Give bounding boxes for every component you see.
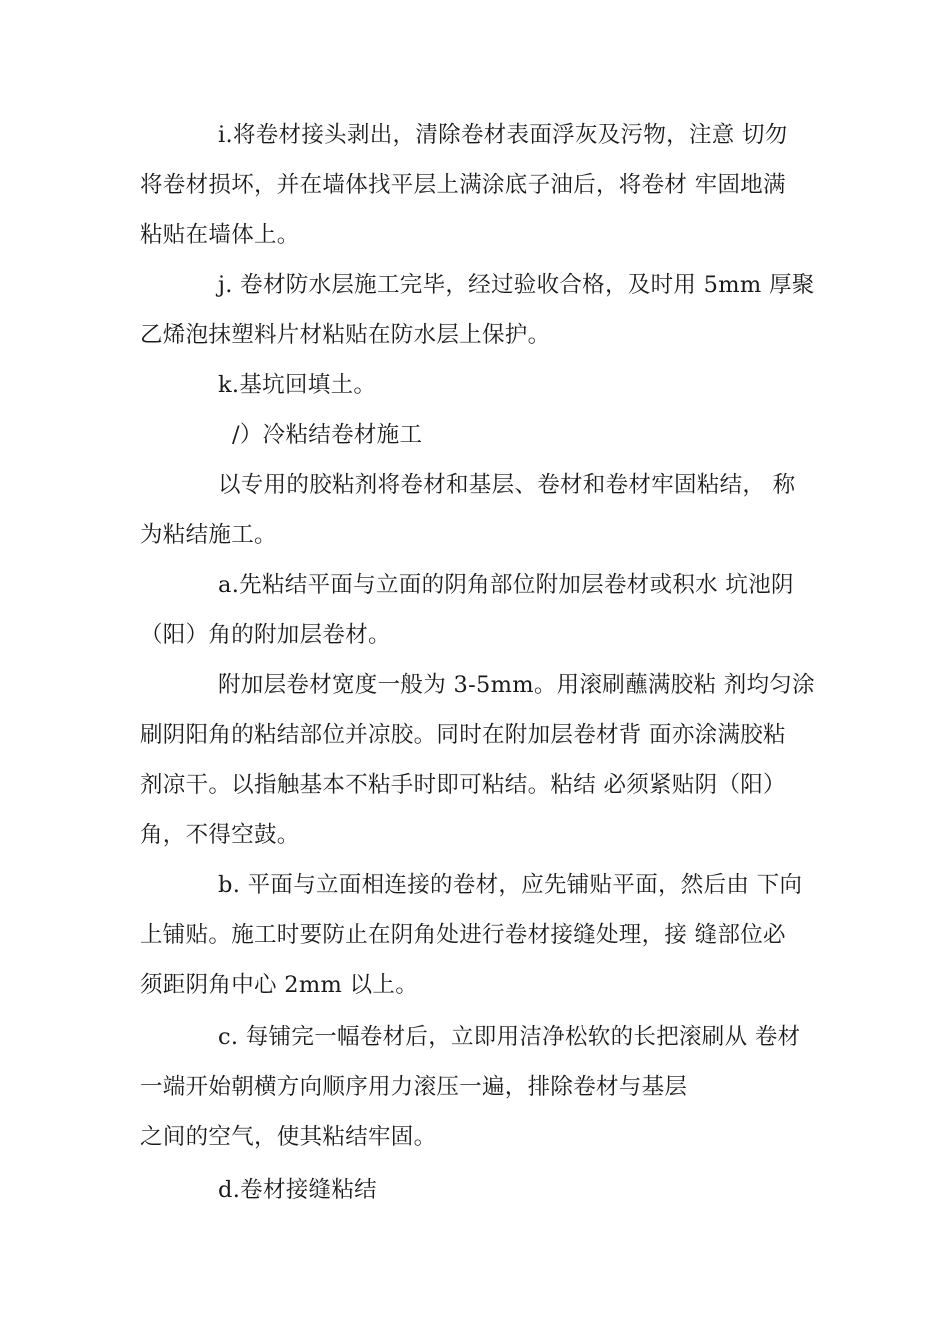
text-line: k.基坑回填土。	[218, 372, 377, 398]
text-line: （阳）角的附加层卷材。	[140, 622, 391, 648]
text-line: a.先粘结平面与立面的阴角部位附加层卷材或积水 坑池阴	[218, 572, 794, 598]
text-line: c. 每铺完一幅卷材后，立即用洁净松软的长把滚刷从 卷材	[218, 1024, 801, 1050]
text-line: j. 卷材防水层施工完毕，经过验收合格，及时用 5mm 厚聚	[218, 272, 815, 298]
text-line: b. 平面与立面相连接的卷材，应先铺贴平面，然后由 下向	[218, 872, 803, 898]
text-line: 之间的空气，使其粘结牢固。	[140, 1124, 437, 1150]
text-line: 一端开始朝横方向顺序用力滚压一遍，排除卷材与基层	[140, 1074, 688, 1100]
text-line: 须距阴角中心 2mm 以上。	[140, 972, 418, 998]
text-line: 上铺贴。施工时要防止在阴角处进行卷材接缝处理，接 缝部位必	[140, 922, 786, 948]
section-heading-text: /）冷粘结卷材施工	[232, 422, 423, 448]
text-line: i.将卷材接头剥出，清除卷材表面浮灰及污物，注意 切勿	[218, 122, 788, 148]
text-line: 角，不得空鼓。	[140, 822, 300, 848]
text-line: 将卷材损坏，并在墙体找平层上满涂底子油后，将卷材 牢固地满	[140, 172, 786, 198]
text-line: 刷阴阳角的粘结部位并凉胶。同时在附加层卷材背 面亦涂满胶粘	[140, 722, 786, 748]
text-line: d.卷材接缝粘结	[218, 1177, 377, 1203]
text-line: 剂凉干。以指触基本不粘手时即可粘结。粘结 必须紧贴阴（阳）	[140, 772, 786, 798]
text-line: 附加层卷材宽度一般为 3-5mm。用滚刷蘸满胶粘 剂均匀涂	[218, 672, 815, 698]
text-line: 乙烯泡抹塑料片材粘贴在防水层上保护。	[140, 322, 551, 348]
text-line: 为粘结施工。	[140, 522, 277, 548]
text-line: 粘贴在墙体上。	[140, 222, 300, 248]
text-line: 以专用的胶粘剂将卷材和基层、卷材和卷材牢固粘结， 称	[218, 472, 796, 498]
